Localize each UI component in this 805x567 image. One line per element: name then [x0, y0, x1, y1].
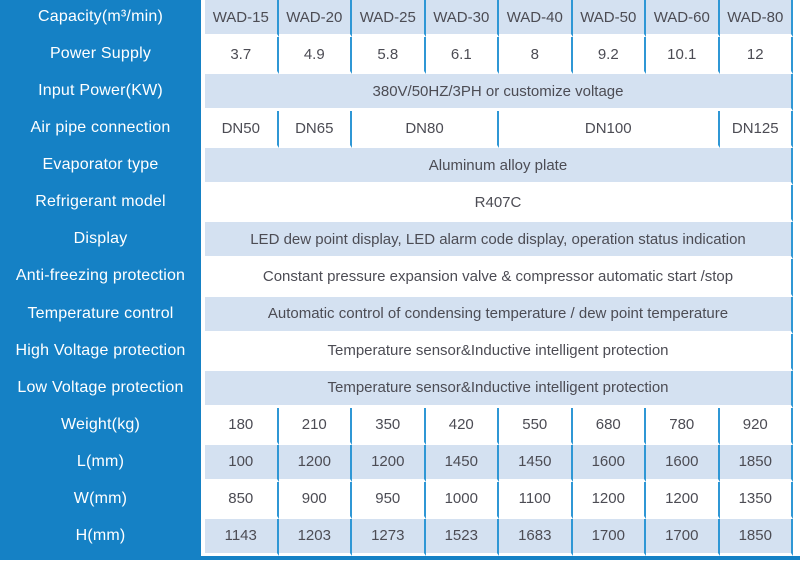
- spec-value-cell: 1203: [279, 519, 353, 556]
- spec-value-cell: 1700: [573, 519, 647, 556]
- spec-data-area: [205, 0, 793, 556]
- spec-value-cell: 1200: [352, 445, 426, 482]
- model-header-cell: WAD-80: [720, 0, 794, 37]
- spec-span-cell: Constant pressure expansion valve & compressor automatic start /stop: [205, 259, 793, 296]
- spec-value-cell: DN80: [352, 111, 499, 148]
- spec-value-cell: 920: [720, 408, 794, 445]
- spec-value-cell: 350: [352, 408, 426, 445]
- table-row-height: [205, 519, 793, 556]
- spec-value-cell: 10.1: [646, 37, 720, 74]
- table-row-anti-freezing: [205, 259, 793, 296]
- model-header-cell: WAD-50: [573, 0, 647, 37]
- row-label-display: Display: [73, 230, 128, 248]
- model-header-cell: WAD-25: [352, 0, 426, 37]
- table-row-low-voltage: [205, 371, 793, 408]
- model-header-cell: WAD-60: [646, 0, 720, 37]
- model-header-cell: WAD-30: [426, 0, 500, 37]
- spec-value-cell: 210: [279, 408, 353, 445]
- row-label-power-supply: Power Supply: [49, 45, 152, 63]
- table-row-weight: [205, 408, 793, 445]
- row-label-length: L(mm): [76, 452, 125, 470]
- spec-value-cell: DN125: [720, 111, 794, 148]
- table-row-input-power: [205, 74, 793, 111]
- spec-value-cell: DN100: [499, 111, 720, 148]
- spec-value-cell: DN65: [279, 111, 353, 148]
- table-row-length: [205, 445, 793, 482]
- spec-value-cell: 420: [426, 408, 500, 445]
- table-row-temperature-control: [205, 297, 793, 334]
- row-label-capacity: Capacity(m³/min): [38, 8, 163, 26]
- table-row-display: [205, 222, 793, 259]
- spec-value-cell: 4.9: [279, 37, 353, 74]
- spec-span-cell: Temperature sensor&Inductive intelligent protection: [205, 334, 793, 371]
- model-header-cell: WAD-20: [279, 0, 353, 37]
- spec-span-cell: Automatic control of condensing temperature / dew point temperature: [205, 297, 793, 334]
- table-row-width: [205, 482, 793, 519]
- spec-value-cell: 1273: [352, 519, 426, 556]
- row-label-width: W(mm): [73, 489, 128, 507]
- spec-value-cell: 850: [205, 482, 279, 519]
- spec-value-cell: 1000: [426, 482, 500, 519]
- spec-value-cell: 1350: [720, 482, 794, 519]
- row-label-column: [0, 0, 201, 556]
- row-label-evaporator: Evaporator type: [42, 156, 159, 174]
- spec-value-cell: 780: [646, 408, 720, 445]
- spec-value-cell: 6.1: [426, 37, 500, 74]
- spec-value-cell: 900: [279, 482, 353, 519]
- row-label-low-voltage: Low Voltage protection: [17, 378, 184, 396]
- spec-value-cell: 180: [205, 408, 279, 445]
- spec-value-cell: 1850: [720, 445, 794, 482]
- spec-value-cell: 1100: [499, 482, 573, 519]
- table-row-refrigerant: [205, 185, 793, 222]
- row-label-height: H(mm): [75, 526, 126, 544]
- spec-value-cell: 8: [499, 37, 573, 74]
- spec-value-cell: 9.2: [573, 37, 647, 74]
- spec-span-cell: R407C: [205, 185, 793, 222]
- spec-value-cell: 100: [205, 445, 279, 482]
- spec-value-cell: DN50: [205, 111, 279, 148]
- model-header-cell: WAD-15: [205, 0, 279, 37]
- row-label-high-voltage: High Voltage protection: [15, 341, 186, 359]
- row-label-refrigerant: Refrigerant model: [35, 193, 166, 211]
- spec-value-cell: 1683: [499, 519, 573, 556]
- spec-value-cell: 5.8: [352, 37, 426, 74]
- spec-value-cell: 1450: [499, 445, 573, 482]
- spec-value-cell: 1600: [646, 445, 720, 482]
- row-label-weight: Weight(kg): [60, 415, 141, 433]
- table-row-power-supply: [205, 37, 793, 74]
- row-label-anti-freezing: Anti-freezing protection: [15, 267, 186, 285]
- spec-value-cell: 1450: [426, 445, 500, 482]
- table-row-evaporator: [205, 148, 793, 185]
- spec-value-cell: 1200: [279, 445, 353, 482]
- spec-value-cell: 1143: [205, 519, 279, 556]
- table-row-capacity: [205, 0, 793, 37]
- spec-span-cell: LED dew point display, LED alarm code display, operation status indication: [205, 222, 793, 259]
- spec-value-cell: 1700: [646, 519, 720, 556]
- table-row-high-voltage: [205, 334, 793, 371]
- spec-value-cell: 1850: [720, 519, 794, 556]
- spec-value-cell: 950: [352, 482, 426, 519]
- row-label-air-pipe: Air pipe connection: [30, 119, 171, 137]
- spec-value-cell: 1523: [426, 519, 500, 556]
- row-label-temperature-control: Temperature control: [27, 304, 174, 322]
- spec-value-cell: 12: [720, 37, 794, 74]
- spec-span-cell: 380V/50HZ/3PH or customize voltage: [205, 74, 793, 111]
- model-header-cell: WAD-40: [499, 0, 573, 37]
- spec-value-cell: 1200: [573, 482, 647, 519]
- spec-value-cell: 680: [573, 408, 647, 445]
- spec-value-cell: 550: [499, 408, 573, 445]
- table-row-air-pipe: [205, 111, 793, 148]
- spec-span-cell: Aluminum alloy plate: [205, 148, 793, 185]
- spec-value-cell: 1600: [573, 445, 647, 482]
- spec-value-cell: 3.7: [205, 37, 279, 74]
- spec-span-cell: Temperature sensor&Inductive intelligent protection: [205, 371, 793, 408]
- row-label-input-power: Input Power(KW): [38, 82, 163, 100]
- table-bottom-border: [0, 556, 800, 560]
- spec-value-cell: 1200: [646, 482, 720, 519]
